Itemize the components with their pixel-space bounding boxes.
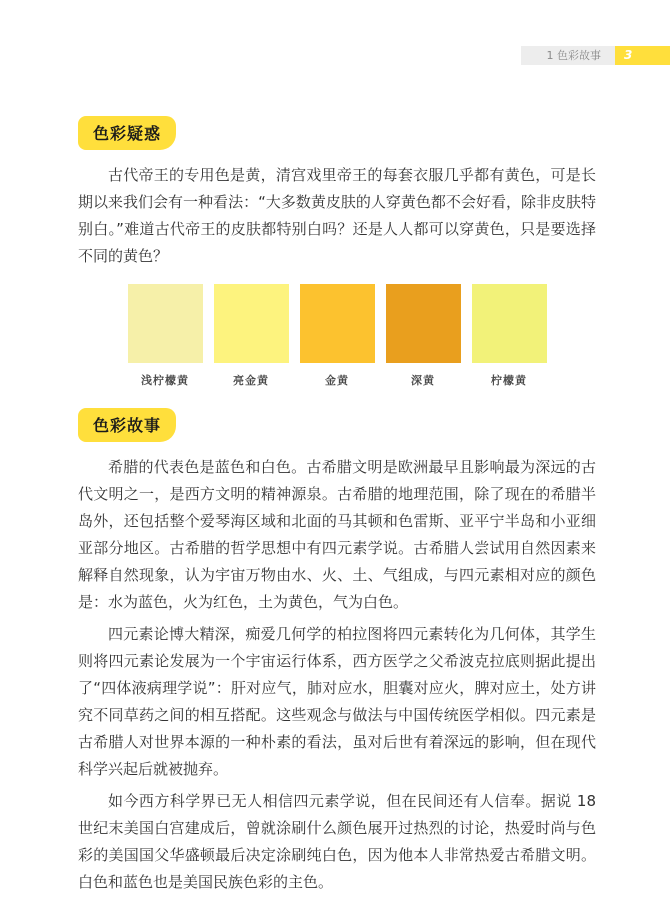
swatch-label: 金黄 [300, 372, 375, 388]
swatch-gold-yellow [300, 284, 375, 388]
page-number: 3 [615, 46, 670, 65]
swatch-label: 浅柠檬黄 [128, 372, 203, 388]
swatch-lemon-yellow [472, 284, 547, 388]
swatch-label: 柠檬黄 [472, 372, 547, 388]
chapter-label: 1 色彩故事 [521, 46, 616, 65]
section-story-header [78, 408, 596, 442]
swatch-deep-yellow [386, 284, 461, 388]
story-paragraph-2: 四元素论博大精深，痴爱几何学的柏拉图将四元素转化为几何体，其学生则将四元素论发展为一个宇宙运行体系，西方医学之父希波克拉底则据此提出了“四体液病理学说”：肝对应气，肺对应水，胆囊对应火，脾对应土，处方讲究不同草药之间的相互搭配。这些观念与做法与中国传统医学相似。四元素是古希腊人对世界本源的一种朴素的看法，虽对后世有着深远的影响，但在现代科学兴起后就被抛弃。 [78, 621, 596, 783]
section-doubt-header [78, 116, 596, 150]
yellow-swatch-strip [78, 284, 596, 388]
swatch-bright-gold-yellow [214, 284, 289, 388]
swatch-color-block [386, 284, 461, 363]
story-paragraph-1: 希腊的代表色是蓝色和白色。古希腊文明是欧洲最早且影响最为深远的古代文明之一，是西方文明的精神源泉。古希腊的地理范围，除了现在的希腊半岛外，还包括整个爱琴海区域和北面的马其顿和色雷斯、亚平宁半岛和小亚细亚部分地区。古希腊的哲学思想中有四元素学说。古希腊人尝试用自然因素来解释自然现象，认为宇宙万物由水、火、土、气组成，与四元素相对应的颜色是：水为蓝色，火为红色，土为黄色，气为白色。 [78, 454, 596, 616]
swatch-color-block [472, 284, 547, 363]
swatch-light-lemon-yellow [128, 284, 203, 388]
section-story-badge: 色彩故事 [78, 408, 176, 442]
swatch-color-block [300, 284, 375, 363]
swatch-label: 深黄 [386, 372, 461, 388]
doubt-paragraph: 古代帝王的专用色是黄，清宫戏里帝王的每套衣服几乎都有黄色，可是长期以来我们会有一种看法：“大多数黄皮肤的人穿黄色都不会好看，除非皮肤特别白。”难道古代帝王的皮肤都特别白吗？还是人人都可以穿黄色，只是要选择不同的黄色？ [78, 162, 596, 270]
page-content [78, 116, 596, 901]
swatch-label: 亮金黄 [214, 372, 289, 388]
swatch-color-block [214, 284, 289, 363]
swatch-color-block [128, 284, 203, 363]
story-paragraph-3: 如今西方科学界已无人相信四元素学说，但在民间还有人信奉。据说 18 世纪末美国白宫建成后，曾就涂刷什么颜色展开过热烈的讨论，热爱时尚与色彩的美国国父华盛顿最后决定涂刷纯白色，因为他本人非常热爱古希腊文明。白色和蓝色也是美国民族色彩的主色。 [78, 788, 596, 896]
page-header [521, 46, 670, 65]
section-doubt-badge: 色彩疑惑 [78, 116, 176, 150]
